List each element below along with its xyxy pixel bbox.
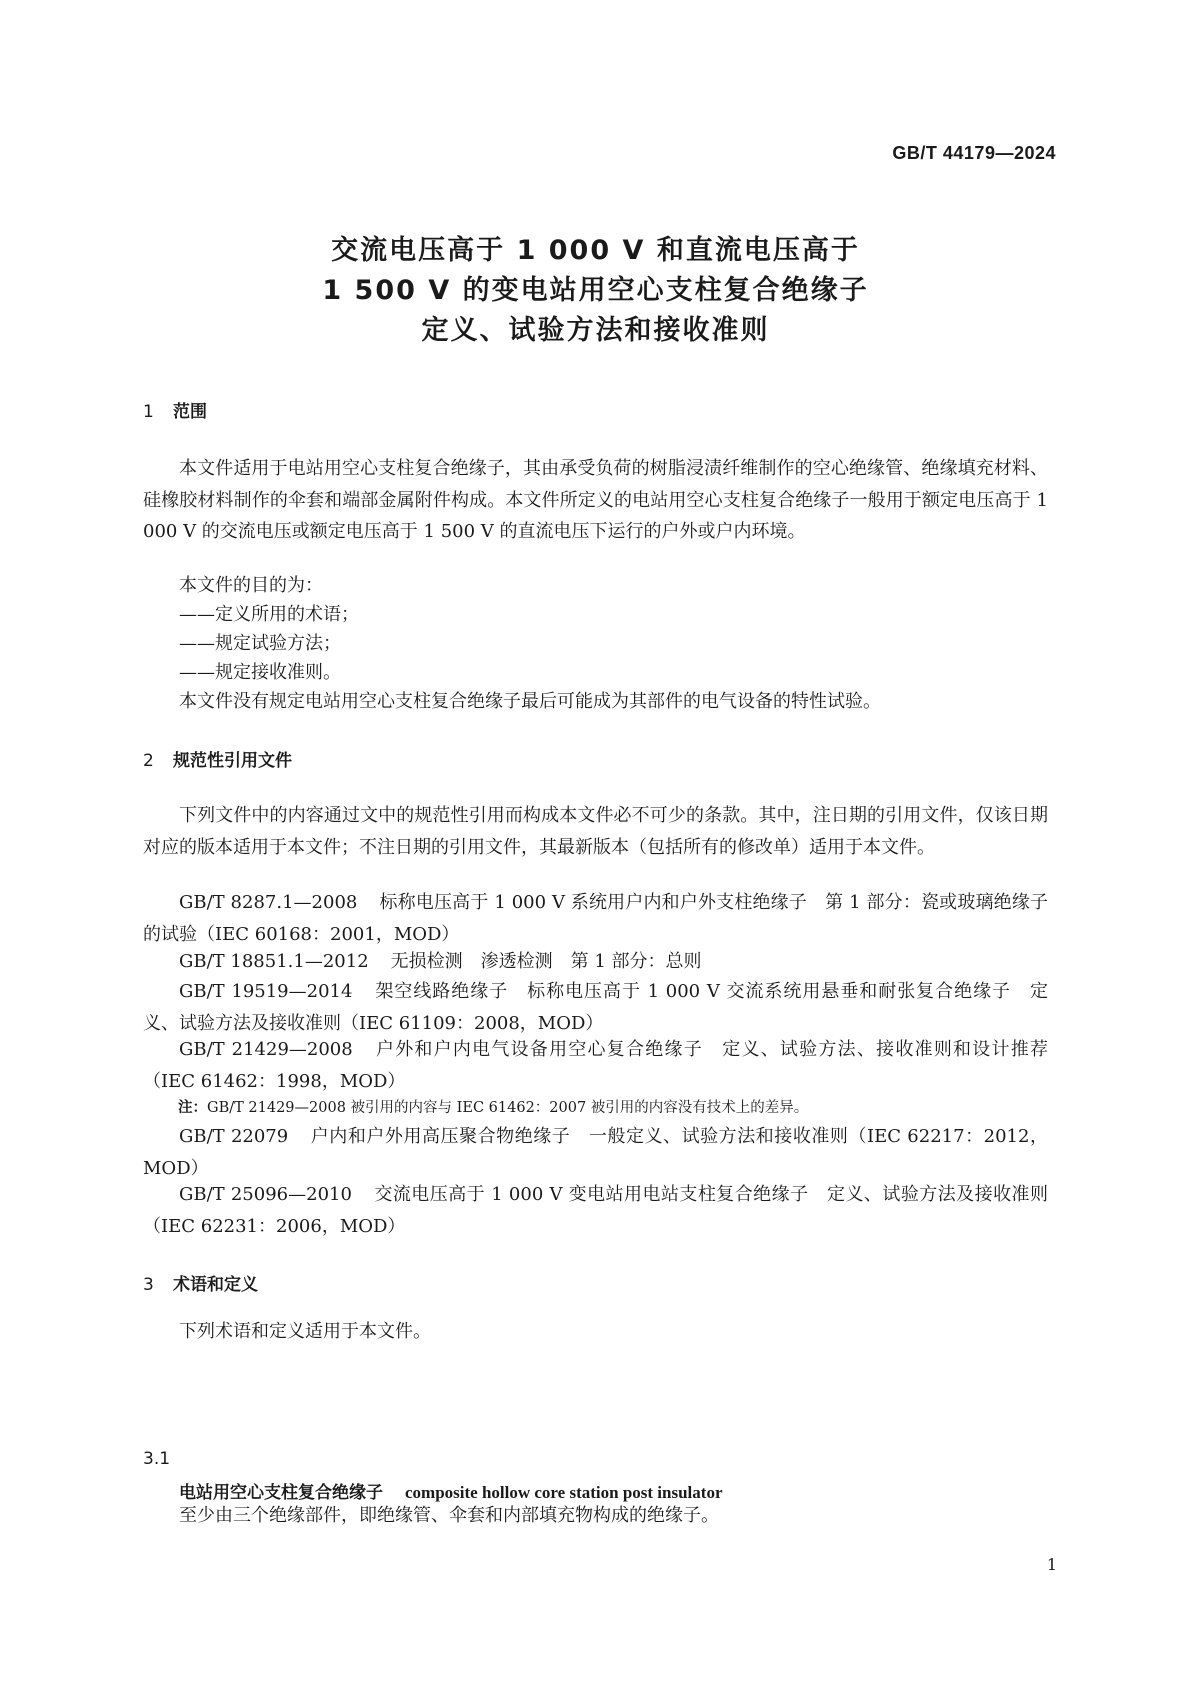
term-chinese: 电站用空心支柱复合绝缘子 <box>179 1483 383 1503</box>
reference-code: GB/T 8287.1—2008 <box>179 892 358 913</box>
note-label: 注： <box>178 1100 207 1116</box>
scope-list-item: ——规定接收准则。 <box>179 662 341 683</box>
reference-title: 交流电压高于 1 000 V 变电站用电站支柱复合绝缘子 定义、试验方法及接收准则（IEC 62231：2006，MOD） <box>143 1184 1049 1237</box>
reference-code: GB/T 18851.1—2012 <box>179 951 369 972</box>
section-number: 3 <box>143 1275 154 1295</box>
section-3-heading <box>143 1270 258 1295</box>
reference-title: 架空线路绝缘子 标称电压高于 1 000 V 交流系统用悬垂和耐张复合绝缘子 定义、试验方法及接收准则（IEC 61109：2008，MOD） <box>143 981 1048 1034</box>
scope-list-item: ——定义所用的术语； <box>179 604 359 625</box>
section-title: 规范性引用文件 <box>173 751 292 771</box>
terms-intro: 下列术语和定义适用于本文件。 <box>179 1321 431 1342</box>
title-line-2: 1 500 V 的变电站用空心支柱复合绝缘子 <box>322 275 869 306</box>
reference-title: 户内和户外用高压聚合物绝缘子 一般定义、试验方法和接收准则（IEC 62217：2012，MOD） <box>143 1126 1048 1179</box>
reference-code: GB/T 22079 <box>179 1126 289 1147</box>
reference-code: GB/T 19519—2014 <box>179 981 353 1002</box>
reference-code: GB/T 25096—2010 <box>179 1184 352 1205</box>
reference-code: GB/T 21429—2008 <box>179 1039 353 1060</box>
references-intro: 下列文件中的内容通过文中的规范性引用而构成本文件必不可少的条款。其中，注日期的引用文件，仅该日期对应的版本适用于本文件；不注日期的引用文件，其最新版本（包括所有的修改单）适用于本文件。 <box>143 805 1048 858</box>
section-2-heading <box>143 746 292 771</box>
reference-item <box>143 1034 1048 1097</box>
reference-title: 户外和户内电气设备用空心复合绝缘子 定义、试验方法、接收准则和设计推荐（IEC 61462：1998，MOD） <box>143 1039 1049 1092</box>
reference-item <box>143 1121 1048 1184</box>
title-line-1: 交流电压高于 1 000 V 和直流电压高于 <box>331 235 860 266</box>
note-text: GB/T 21429—2008 被引用的内容与 IEC 61462：2007 被引用的内容没有技术上的差异。 <box>207 1100 809 1116</box>
reference-item <box>143 887 1048 950</box>
reference-title: 标称电压高于 1 000 V 系统用户内和户外支柱绝缘子 第 1 部分：瓷或玻璃绝缘子的试验（IEC 60168：2001，MOD） <box>143 892 1048 945</box>
scope-exclusion: 本文件没有规定电站用空心支柱复合绝缘子最后可能成为其部件的电气设备的特性试验。 <box>179 691 881 712</box>
section-1-heading <box>143 397 207 422</box>
section-number: 2 <box>143 751 154 771</box>
term-definition: 至少由三个绝缘部件，即绝缘管、伞套和内部填充物构成的绝缘子。 <box>179 1505 719 1526</box>
reference-item <box>143 946 1048 978</box>
reference-title: 无损检测 渗透检测 第 1 部分：总则 <box>390 951 702 972</box>
section-title: 术语和定义 <box>173 1275 258 1295</box>
reference-item <box>143 1179 1048 1242</box>
reference-note <box>178 1097 1048 1119</box>
term-english: composite hollow core station post insulator <box>405 1483 723 1502</box>
section-number: 1 <box>143 402 154 422</box>
reference-item <box>143 976 1048 1039</box>
standard-code: GB/T 44179—2024 <box>892 143 1056 163</box>
term-number: 3.1 <box>143 1449 171 1469</box>
scope-list-item: ——规定试验方法； <box>179 633 341 654</box>
scope-purpose: 本文件的目的为： <box>179 575 323 596</box>
section-title: 范围 <box>173 402 207 422</box>
title-line-3: 定义、试验方法和接收准则 <box>421 315 770 346</box>
scope-paragraph: 本文件适用于电站用空心支柱复合绝缘子，其由承受负荷的树脂浸渍纤维制作的空心绝缘管、绝缘填充材料、硅橡胶材料制作的伞套和端部金属附件构成。本文件所定义的电站用空心支柱复合绝缘子一般用于额定电压高于 1 000 V 的交流电压或额定电压高于 1 500 V 的直流电压下运行的户外或户内环境。 <box>143 458 1048 542</box>
page-number: 1 <box>1046 1555 1057 1574</box>
